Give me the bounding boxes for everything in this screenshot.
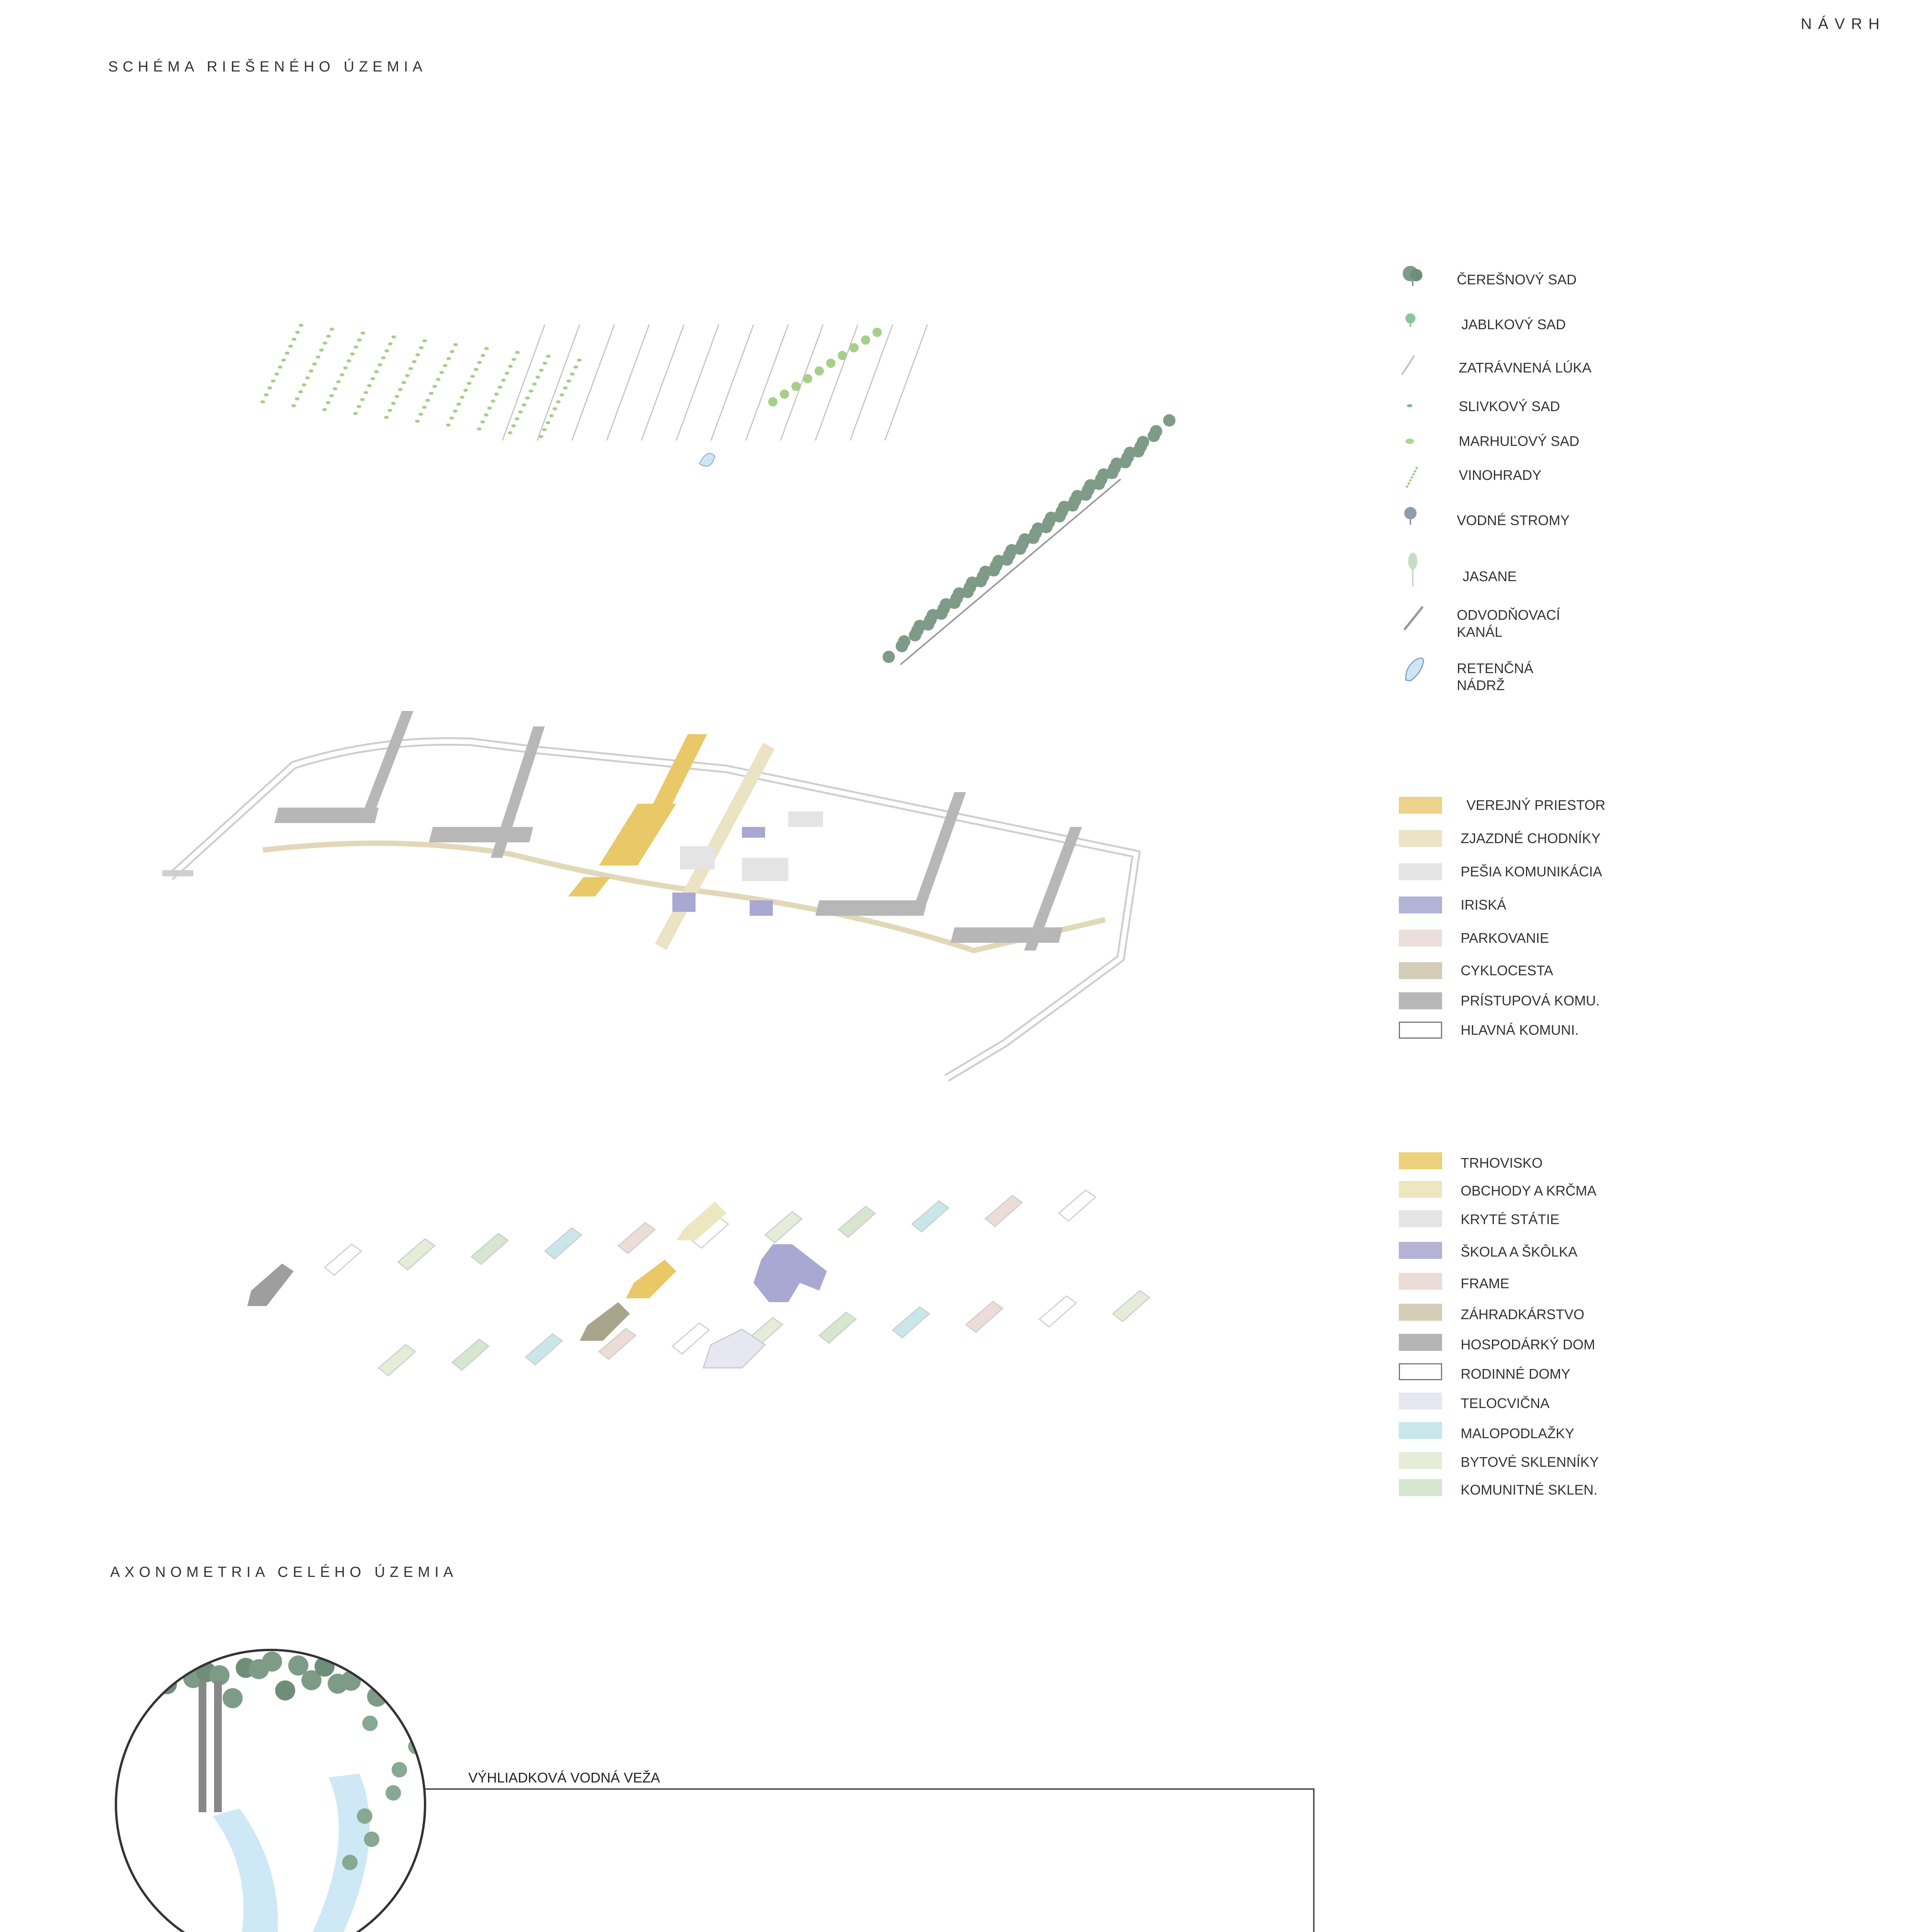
color-swatch	[1399, 1181, 1442, 1198]
legend-label: VODNÉ STROMY	[1457, 512, 1570, 528]
legend-label: VINOHRADY	[1459, 467, 1542, 483]
color-swatch	[1399, 1152, 1442, 1169]
canal-icon	[1399, 591, 1434, 626]
color-swatch	[1399, 797, 1442, 814]
legend-label: CYKLOCESTA	[1461, 963, 1553, 978]
color-swatch	[1399, 962, 1442, 979]
color-swatch	[1399, 863, 1442, 880]
vegetation-schema	[232, 247, 1198, 711]
legend-label: PEŠIA KOMUNIKÁCIA	[1461, 864, 1602, 879]
legend-label: ČEREŠNOVÝ SAD	[1457, 272, 1577, 287]
color-swatch	[1399, 1273, 1442, 1290]
legend-label: ZATRÁVNENÁ LÚKA	[1459, 360, 1592, 376]
color-swatch	[1399, 930, 1442, 947]
legend-label: RODINNÉ DOMY	[1461, 1366, 1571, 1382]
legend-label: PRÍSTUPOVÁ KOMU.	[1461, 993, 1600, 1009]
callout-lines	[406, 1777, 1333, 1932]
dot-icon	[1399, 398, 1434, 433]
legend-label: PARKOVANIE	[1461, 930, 1549, 946]
detail-circle-tower	[112, 1646, 429, 1932]
legend-label: FRAME	[1461, 1276, 1509, 1291]
section-title-schema: SCHÉMA RIEŠENÉHO ÚZEMIA	[108, 59, 427, 75]
color-swatch	[1399, 1452, 1442, 1469]
color-swatch	[1399, 1363, 1442, 1380]
legend-label: TRHOVISKO	[1461, 1155, 1543, 1171]
color-swatch	[1399, 1393, 1442, 1410]
legend-buildings	[1399, 1151, 1747, 1499]
color-swatch	[1399, 1242, 1442, 1259]
legend-label: IRISKÁ	[1461, 897, 1507, 913]
callout-label-tower: VÝHLIADKOVÁ VODNÁ VEŽA	[468, 1770, 660, 1786]
legend-vegetation	[1399, 255, 1747, 693]
ash-tree-icon	[1399, 549, 1434, 583]
color-swatch	[1399, 896, 1442, 913]
color-swatch	[1399, 1422, 1442, 1439]
legend-circulation	[1399, 796, 1747, 1043]
legend-label: ŠKOLA A ŠKÔLKA	[1461, 1244, 1578, 1260]
legend-label: ZJAZDNÉ CHODNÍKY	[1461, 830, 1601, 846]
grass-line-icon	[1399, 352, 1434, 386]
legend-label: JABLKOVÝ SAD	[1461, 316, 1566, 332]
pond-icon	[1399, 645, 1434, 680]
legend-label: ODVODŇOVACÍ KANÁL	[1457, 607, 1560, 640]
legend-label: VEREJNÝ PRIESTOR	[1466, 797, 1606, 813]
legend-label: HLAVNÁ KOMUNI.	[1461, 1022, 1579, 1038]
color-swatch	[1399, 1210, 1442, 1227]
legend-label: KRYTÉ STÁTIE	[1461, 1211, 1560, 1227]
legend-label: MARHUĽOVÝ SAD	[1459, 433, 1580, 449]
buildings-schema	[240, 1144, 1167, 1453]
page-label: NÁVRH	[1801, 15, 1886, 32]
tree-icon	[1399, 263, 1434, 298]
legend-label: JASANE	[1463, 568, 1517, 584]
legend-label: RETENČNÁ NÁDRŽ	[1457, 660, 1534, 693]
color-swatch	[1399, 1334, 1442, 1351]
legend-label: BYTOVÉ SKLENNÍKY	[1461, 1454, 1599, 1470]
color-swatch	[1399, 1022, 1442, 1039]
legend-label: OBCHODY A KRČMA	[1461, 1183, 1597, 1199]
legend-label: TELOCVIČNA	[1461, 1395, 1550, 1411]
color-swatch	[1399, 830, 1442, 847]
vine-line-icon	[1399, 464, 1434, 498]
legend-label: KOMUNITNÉ SKLEN.	[1461, 1482, 1598, 1498]
legend-label: HOSPODÁRKÝ DOM	[1461, 1337, 1596, 1352]
water-tree-icon	[1399, 502, 1434, 537]
color-swatch	[1399, 1479, 1442, 1496]
section-title-axonometry: AXONOMETRIA CELÉHO ÚZEMIA	[110, 1564, 458, 1580]
small-tree-icon	[1399, 309, 1434, 344]
color-swatch	[1399, 992, 1442, 1009]
circulation-schema	[162, 711, 1167, 1090]
color-swatch	[1399, 1304, 1442, 1321]
legend-label: ZÁHRADKÁRSTVO	[1461, 1306, 1585, 1322]
legend-label: MALOPODLAŽKY	[1461, 1425, 1575, 1441]
legend-label: SLIVKOVÝ SAD	[1459, 398, 1560, 414]
shrub-icon	[1399, 433, 1434, 468]
